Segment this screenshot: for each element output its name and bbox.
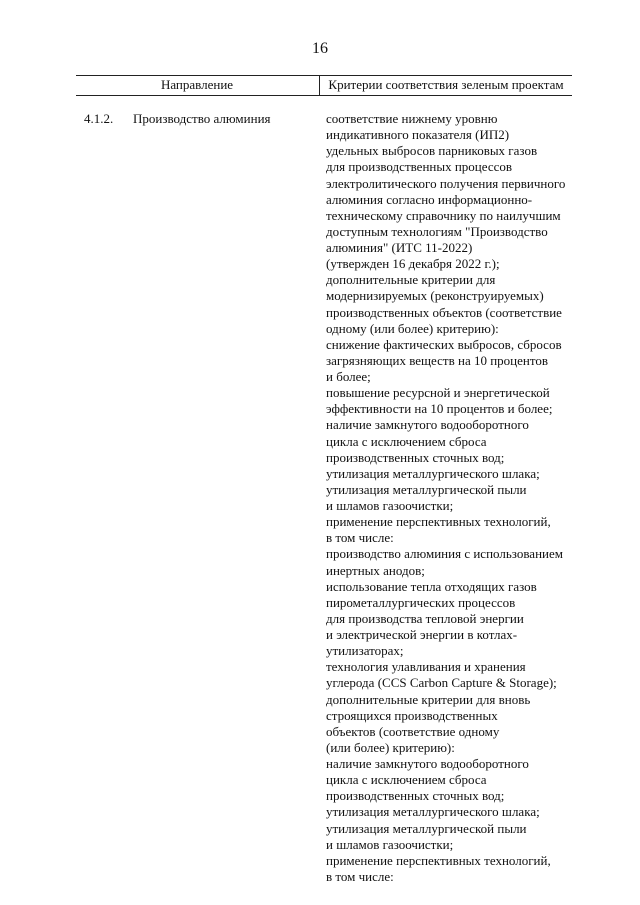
row-direction: Производство алюминия xyxy=(133,111,271,126)
criteria-line: цикла с исключением сброса xyxy=(326,772,487,788)
criteria-line: повышение ресурсной и энергетической xyxy=(326,385,550,401)
criteria-line: для производства тепловой энергии xyxy=(326,610,524,626)
criteria-line: алюминия" (ИТС 11-2022) xyxy=(326,240,473,255)
criteria-line: загрязняющих веществ на 10 процентов xyxy=(326,352,549,368)
criteria-line: углерода (CCS Carbon Capture & Storage); xyxy=(326,675,557,691)
criteria-line: электролитического получения первичного xyxy=(326,175,566,191)
criteria-line: дополнительные критерии для xyxy=(326,272,496,288)
criteria-line: утилизация металлургической пыли xyxy=(326,481,527,497)
criteria-line: соответствие нижнему уровню xyxy=(326,111,498,126)
table-header xyxy=(76,75,572,96)
criteria-line: утилизаторах; xyxy=(326,643,404,659)
criteria-line: наличие замкнутого водооборотного xyxy=(326,756,529,771)
criteria-line: объектов (соответствие одному xyxy=(326,723,500,739)
criteria-line: и более; xyxy=(326,369,371,384)
criteria-line: строящихся производственных xyxy=(326,707,498,723)
criteria-line: эффективности на 10 процентов и более; xyxy=(326,401,553,417)
criteria-line: использование тепла отходящих газов xyxy=(326,578,537,594)
criteria-line: для производственных процессов xyxy=(326,159,513,175)
criteria-line: утилизация металлургического шлака; xyxy=(326,465,540,481)
criteria-line: удельных выбросов парниковых газов xyxy=(326,143,538,159)
criteria-line: применение перспективных технологий, xyxy=(326,514,551,530)
criteria-line: и шламов газоочистки; xyxy=(326,836,454,852)
criteria-line: в том числе: xyxy=(326,530,394,546)
criteria-line: доступным технологиям "Производство xyxy=(326,223,548,239)
criteria-line: производственных объектов (соответствие xyxy=(326,304,562,320)
criteria-line: и шламов газоочистки; xyxy=(326,498,454,513)
criteria-line: производство алюминия с использованием xyxy=(326,546,563,562)
criteria-text xyxy=(326,111,571,885)
column-header-direction: Направление xyxy=(160,77,234,92)
criteria-line: снижение фактических выбросов, сбросов xyxy=(326,336,562,352)
criteria-line: техническому справочнику по наилучшим xyxy=(326,207,561,223)
criteria-line: одному (или более) критерию): xyxy=(326,320,499,336)
criteria-line: (или более) критерию): xyxy=(326,739,455,755)
criteria-line: технология улавливания и хранения xyxy=(326,659,526,675)
criteria-line: наличие замкнутого водооборотного xyxy=(326,417,529,433)
criteria-line: применение перспективных технологий, xyxy=(326,852,551,868)
criteria-line: цикла с исключением сброса xyxy=(326,433,487,449)
criteria-line: производственных сточных вод; xyxy=(326,449,505,465)
column-header-criteria: Критерии соответствия зеленым проектам xyxy=(328,77,564,92)
criteria-line: индикативного показателя (ИП2) xyxy=(326,127,510,143)
criteria-line: производственных сточных вод; xyxy=(326,788,505,804)
criteria-line: модернизируемых (реконструируемых) xyxy=(326,288,544,304)
page-number: 16 xyxy=(312,40,328,57)
criteria-line: (утвержден 16 декабря 2022 г.); xyxy=(326,256,500,272)
row-number: 4.1.2. xyxy=(84,111,114,126)
criteria-line: утилизация металлургической пыли xyxy=(326,820,527,836)
criteria-line: утилизация металлургического шлака; xyxy=(326,804,540,820)
criteria-line: пирометаллургических процессов xyxy=(326,594,516,610)
criteria-line: инертных анодов; xyxy=(326,562,425,578)
criteria-line: в том числе: xyxy=(326,868,394,884)
criteria-line: дополнительные критерии для вновь xyxy=(326,691,531,707)
criteria-line: алюминия согласно информационно- xyxy=(326,191,533,207)
criteria-line: и электрической энергии в котлах- xyxy=(326,627,518,642)
